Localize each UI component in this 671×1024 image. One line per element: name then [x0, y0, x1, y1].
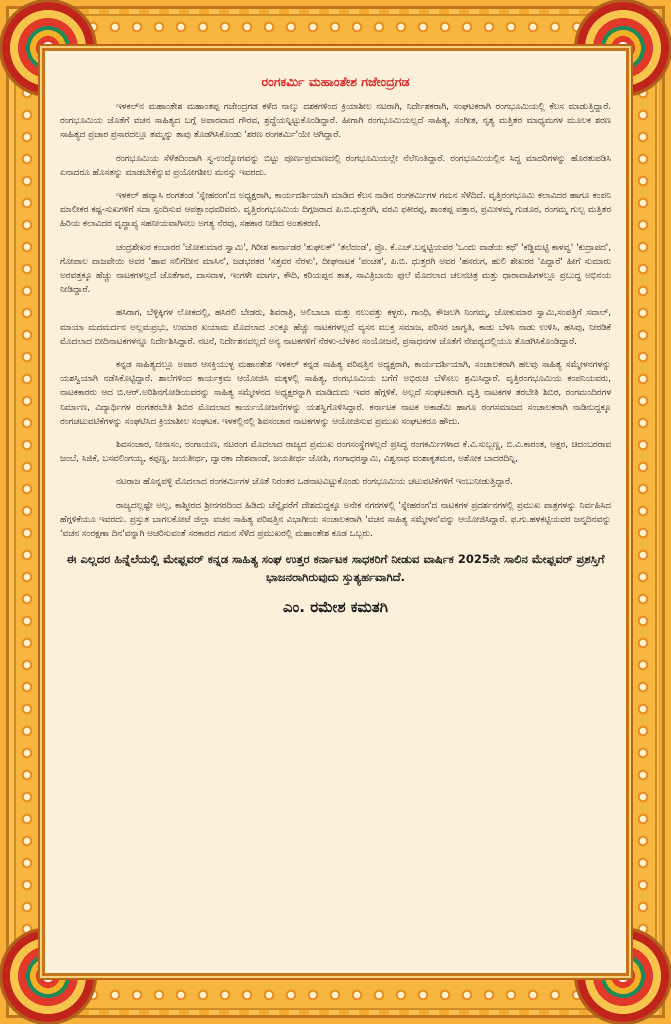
document-title: ರಂಗಕರ್ಮಿ ಮಹಾಂತೇಶ ಗಜೇಂದ್ರಗಡ: [261, 74, 410, 89]
author-signature: ಎಂ. ರಮೇಶ ಕಮತಗಿ: [283, 598, 388, 617]
award-statement: ಈ ಎಲ್ಲದರ ಹಿನ್ನೆಲೆಯಲ್ಲಿ ಮೇಫ್ಲವರ್ ಕನ್ನಡ ಸಾಹಿತ್ಯ ಸಂಘ ಉತ್ತರ ಕರ್ನಾಟಕ ಸಾಧಕರಿಗೆ ನೀಡುವ ವಾರ್ಷಿಕ 2025ನೇ ಸಾಲಿನ ಮೇಫ್ಲವರ್ ಪ್ರಶಸ್ತಿಗೆ ಭಾಜನರಾಗಿರುವುದು ಸ್ತುತ್ಯರ್ಹವಾಗಿದೆ.: [66, 552, 605, 585]
paragraph-7: ಶಿವಸಂಚಾರ, ನೀನಾಸಂ, ರಂಗಾಯಣ, ನಟರಂಗ ಮೊದಲಾದ ರಾಜ್ಯದ ಪ್ರಮುಖ ರಂಗಸಂಸ್ಥೆಗಳಲ್ಲದೆ ಪ್ರಸಿದ್ಧ ರಂಗಕರ್ಮಿಗಳಾದ ಕೆ.ವಿ.ಸುಬ್ಬಣ್ಣ, ಬಿ.ವಿ.ಕಾರಂತ, ಅಕ್ಷರ, ಚಿದಂಬರರಾವ ಜಂಬೆ, ಸಿಜಿಕೆ, ಬಸವಲಿಂಗಯ್ಯ, ಕಪ್ಪಣ್ಣ, ಜಯತೀರ್ಥ, ದ್ವಾರಕಾ ದೇಶಪಾಂಡೆ, ಜಯತೀರ್ಥ ಜೋಶಿ, ಗಂಗಾಧರಸ್ವಾಮಿ, ವಿಶ್ವನಾಥ ವಂಶಾಕೃತಮಠ, ಅಶೋಕ ಬಾದರದಿನ್ನಿ,: [60, 440, 611, 465]
paragraph-4: ಚಂದ್ರಶೇಖರ ಕಂಬಾರರ 'ಜೋಕುಮಾರ ಸ್ವಾಮಿ', ಗಿರೀಶ ಕಾರ್ನಾಡರ 'ತುಘಲಕ್' 'ತಲೆದಂಡ', ಪ್ರೊ. ಕೆ.ಎಚ್.ಬನ್ನಟ್ಟಿಯವರ 'ಒಂದು ವಾಡೆಯ ಕಥೆ' 'ಕಡ್ಡಿಮಟ್ಟಿ ಕಾಳವ್ವ' 'ಕುದ್ರಾಪದ', ಗೋಪಾಲ ವಾಜಪೇಯಿ ಅವರ 'ಹಾವ ಸಲಿಗೆದೀನ ಮಾಸಿನ', ಜಡಭರತರ 'ಸತ್ತವರ ನೆರಳು', ದೀಘನಾಟಕ 'ಪಂಚತ', ಪಿ.ಬಿ. ಧುತ್ತರಗಿ ಅವರ 'ಹಸರುಗ, ಹುಲಿ ಶೇಖರರ 'ಪಿದ್ದಾರೆ' ಹೀಗೆ ಸುಮಾರು ಅರವತ್ತಕ್ಕೂ ಹೆಚ್ಚು ನಾಟಕಗಳಲ್ಲದೆ ಜೊತೆಗಾರ, ದಾಸವಾಳ, ಇಂಗಳೇ ಮಾರ್ಗ, ಕೌದಿ, ಕರಿಯಪ್ಪನ ತಾತ, ಸಾವಿತ್ರಿಬಾಯಿ ಫುಲೆ ಮೊದಲಾದ ಚಲನಚಿತ್ರ ಮತ್ತು ಧಾರಾವಾಹಿಗಳಲ್ಲೂ ಪ್ರಬುದ್ಧ ಅಭಿನಯ ನೀಡಿದ್ದಾರೆ.: [60, 242, 611, 296]
paragraph-1: ಇಳಕಲ್‌ನ ಮಹಾಂತೇಶ ಮಹಾಂತಪ್ಪ ಗಜೇಂದ್ರಗಡ ಕಳೆದ ನಾಲ್ಕು ದಶಕಗಳಿಂದ ಕ್ರಿಯಾಶೀಲ ನಟರಾಗಿ, ನಿರ್ದೇಶಕರಾಗಿ, ಸಂಘಟಕರಾಗಿ ರಂಗಭೂಮಿಯಲ್ಲಿ ಕೆಲಸ ಮಾಡುತ್ತಿದ್ದಾರೆ. ರಂಗಭೂಮಿಯ ಜೊತೆಗೆ ವಚನ ಸಾಹಿತ್ಯದ ಬಗ್ಗೆ ಅಪಾರವಾದ ಗೌರವ, ಶ್ರದ್ಧೆಯನ್ನಿಟ್ಟುಕೊಂಡಿದ್ದಾರೆ. ಹೀಗಾಗಿ ರಂಗಭೂಮಿಯಲ್ಲದೆ ಸಾಹಿತ್ಯ, ಸಂಗೀತ, ನೃತ್ಯ ಮತ್ತಿತರ ಮಾಧ್ಯಮಗಳ ಮೂಲಕ ಶರಣ ಸಾಹಿತ್ಯದ ಪ್ರಚಾರ ಪ್ರಸಾರದಲ್ಲೂ ತಮ್ಮನ್ನು ತಾವು ತೊಡಗಿಸಿಕೊಂಡು 'ಶರಣ ರಂಗಕರ್ಮಿ'ಯೇ ಆಗಿದ್ದಾರೆ.: [60, 102, 611, 141]
paragraph-9: ರಾಜ್ಯದಲ್ಲಷ್ಟೇ ಅಲ್ಲ, ಕಾಶ್ಮೀರದ ಶ್ರೀನಗರದಿಂದ ಹಿಡಿದು ಚೆನ್ನೈವರೆಗೆ ದೇಶದುದ್ದಕ್ಕೂ ಅನೇಕ ನಗರಗಳಲ್ಲಿ 'ಸ್ನೇಹರಂಗ'ದ ನಾಟಕಗಳ ಪ್ರದರ್ಶನಗಳಲ್ಲಿ ಪ್ರಮುಖ ಪಾತ್ರಗಳನ್ನು ನಿರ್ವಹಿಸಿದ ಹೆಗ್ಗಳಿಕೆಯೂ ಇವರದು. ಪ್ರಸ್ತುತ ಬಾಗಲಕೋಟೆ ಜಿಲ್ಲಾ ವಚನ ಸಾಹಿತ್ಯ ಪರಿಷತ್ತಿನ ವಿಭಾಗೀಯ ಸಂಚಾಲಕರಾಗಿ 'ವಚನ ಸಾಹಿತ್ಯ ಸಮ್ಮೇಳನ'ವನ್ನು ಆಯೋಜಿಸಿದ್ದಾರೆ. ಫ.ಗು.ಹಳಕಟ್ಟಿಯವರ ಜನ್ಮದಿನವನ್ನು 'ವಚನ ಸಂರಕ್ಷಣಾ ದಿನ'ವನ್ನಾಗಿ ಆಚರಿಸುವಂತೆ ಸರಕಾರದ ಗಮನ ಸೆಳೆದ ಪ್ರಮುಖರಲ್ಲಿ ಮಹಾಂತೇಶ ಕೂಡ ಒಬ್ಬರು.: [60, 500, 611, 540]
paragraph-2: ರಂಗಭೂಮಿಯ ಸೆಳೆತದಿಂದಾಗಿ ಸ್ವ-ಉದ್ಯೋಗವನ್ನು ಬಿಟ್ಟು ಪೂರ್ಣಪ್ರಮಾಣದಲ್ಲಿ ರಂಗಭೂಮಿಯಲ್ಲೇ ನೆಲೆನಿಂತಿದ್ದಾರೆ. ರಂಗಭೂಮಿಯಲ್ಲಿನ ಸಿದ್ಧ ಮಾದರಿಗಳನ್ನು ಹೊರತುಪಡಿಸಿ ಏನಾದರೂ ಹೊಸತನ್ನು ಮಾಡಬೇಕೆನ್ನುವ ಪ್ರಯೋಗಶೀಲ ಮನಸ್ಸು ಇವರದು.: [60, 153, 611, 178]
paragraph-3: ಇಳಕಲ್ ಹವ್ಯಾಸಿ ರಂಗತಂಡ 'ಸ್ನೇಹರಂಗ'ದ ಅಧ್ಯಕ್ಷರಾಗಿ, ಕಾರ್ಯದರ್ಶಿಯಾಗಿ ಮಾಡಿದ ಕೆಲಸ ನಾಡಿನ ರಂಗಕರ್ಮಿಗಳ ಗಮನ ಸೆಳೆದಿದೆ. ವೃತ್ತಿರಂಗಭೂಮಿ ಕಲಾವಿದರ ಹಾಗೂ ಕಂಪನಿ ಮಾಲೀಕರ ಕಷ್ಟ-ಸುಖಗಳಿಗೆ ಸದಾ ಸ್ಪಂದಿಸುವ ಆಪತ್ಬಾಂಧವರಿವರು. ವೃತ್ತಿರಂಗಭೂಮಿಯ ದಿಗ್ಗಜರಾದ ಪಿ.ಬಿ.ಧುತ್ತರಗಿ, ವರವಿ ಫಕೀರಪ್ಪ, ಶಾಂತಪ್ಪ ಪತ್ತಾರ, ಪ್ರಮೀಳಮ್ಮ ಗುಡೂರ, ರಂಗಮ್ಮ ಗುಲ್ಬ ಮತ್ತಿತರ ಹಿರಿಯ ಕಲಾವಿದರ ವೃದ್ಧಾಪ್ಯ ಸಹನೀಯವಾಗಿಸಲು ಅಗತ್ಯ ನೆರವು, ಸಹಕಾರ ನೀಡಿದ ಅಂತಃಕರಣಿ.: [60, 191, 611, 230]
document-content: [60, 74, 611, 964]
paragraph-6: ಕನ್ನಡ ಸಾಹಿತ್ಯದಲ್ಲೂ ಅಪಾರ ಆಸಕ್ತಿಯುಳ್ಳ ಮಹಾಂತೇಶ ಇಳಕಲ್ ಕನ್ನಡ ಸಾಹಿತ್ಯ ಪರಿಷತ್ತಿನ ಅಧ್ಯಕ್ಷರಾಗಿ, ಕಾರ್ಯದರ್ಶಿಯಾಗಿ, ಸಂಚಾಲಕರಾಗಿ ಹಲವು ಸಾಹಿತ್ಯ ಸಮ್ಮೇಳನಗಳನ್ನು ಯಶಸ್ವಿಯಾಗಿ ನಡೆಸಿಕೊಟ್ಟಿದ್ದಾರೆ. ಶಾಲೆಗಳಿಂದ ಕಾರ್ಯಕ್ರಮ ಆಯೋಜಿಸಿ ಮಕ್ಕಳಲ್ಲಿ ಸಾಹಿತ್ಯ, ರಂಗಭೂಮಿಯ ಬಗೆಗೆ ಅಭಿರುಚಿ ಬೆಳೆಸಲು ಶ್ರಮಿಸಿದ್ದಾರೆ. ವೃತ್ತಿರಂಗಭೂಮಿಯ ಕಂಪನಿಯವರು, ನಾಟಕಕಾರರು ಆದ ಬಿ.ಆರ್.ಅರಿಶಿನಗೋಡಿಯವರನ್ನು ಸಾಹಿತ್ಯ ಸಮ್ಮೇಳನದ ಅಧ್ಯಕ್ಷರನ್ನಾಗಿ ಮಾಡಿದುದು ಇವರ ಹೆಗ್ಗಳಿಕೆ. ಅಲ್ಲದೆ ಸಂಘಟಕರಾಗಿ ವೃತ್ತಿ ನಾಟಕಗಳ ತರಬೇತಿ ಶಿಬಿರ, ರಂಗಮಂದಿರಗಳ ನಿರ್ಮಾಣ, ವಿದ್ಯಾರ್ಥಿಗಳ ರಂಗತರಬೇತಿ ಶಿಬಿರ ಮೊದಲಾದ ಕಾರ್ಯಯೋಜನೆಗಳನ್ನು ಯಶಸ್ವಿಗೊಳಿಸಿದ್ದಾರೆ. ಕರ್ನಾಟಕ ನಾಟಕ ಅಕಾಡೆಮಿ ಹಾಗೂ ರಂಗಸಮಾಜದ ಸಂಚಾಲಕರಾಗಿ ನಾಡಿನುದ್ದಕ್ಕೂ ರಂಗಚಟುವಟಿಕೆಗಳನ್ನು ಸಂಘಟಿಸಿದ ಕ್ರಿಯಾಶೀಲ ಸಂಘಟಕ. ಇಳಕಲ್ಲಿನಲ್ಲಿ ಶಿವಸಂಚಾರ ನಾಟಕಗಳನ್ನು ಆಯೋಜಿಸುವ ಪ್ರಮುಖ ಸಂಘಟಕರೂ ಹೌದು.: [60, 360, 611, 427]
paragraph-5: ಹಸಿರಾಗ, ಬೆಳ್ಳಿಕ್ಕಿಗಳ ಲೋಕದಲ್ಲಿ, ಹಸಿರಲಿ ಬೇಡರು, ಶಿವರಾತ್ರಿ, ಅಲಿಬಾಬಾ ಮತ್ತು ನಲುವತ್ತು ಕಳ್ಳರು, ಗಾಂಧಿ, ಕೌಜಲಗಿ ನಿಂಗಮ್ಮ, ಜೋಕುಮಾರ ಸ್ವಾಮಿ,ಸಂಪತ್ತಿಗೆ ಸವಾಲ್, ಮಾಯಾ ಮದಮರ್ದನ ಅಲ್ಲಮಪ್ರಭು, ಉಮಾರ ಖಯಾಮ ಮೊದಲಾದ ೨೦ಕ್ಕೂ ಹೆಚ್ಚು ನಾಟಕಗಳಲ್ಲದೆ ವ್ಯಸನ ಮುಕ್ತ ಸಮಾಜ, ಪರಿಸರ ಜಾಗೃತಿ, ಕಾಡು ಬೆಳಸಿ ನಾಡು ಉಳಿಸಿ, ಹಸಿವು, ನೀರಡಿಕೆ ಮೊದಲಾದ ಬೀದಿನಾಟಕಗಳನ್ನೂ ನಿರ್ದೇಶಿಸಿದ್ದಾರೆ. ನಟನೆ, ನಿರ್ದೇಶನವಲ್ಲದೆ ಅನ್ಯ ನಾಟಕಗಳಿಗೆ ನೆರಳು-ಬೆಳಕಿನ ಸಂಯೋಜನೆ, ಪ್ರಸಾಧನಗಳ ಜೊತೆಗೆ ನೇಪಥ್ಯದಲ್ಲಿಯೂ ತೊಡಗಿಸಿಕೊಂಡಿದ್ದಾರೆ.: [60, 308, 611, 347]
paragraph-8: ನಟರಾಜ ಹೊನ್ನವಳ್ಳಿ ಮೊದಲಾದ ರಂಗಕರ್ಮಿಗಳ ಜೊತೆ ನಿರಂತರ ಒಡನಾಟವಿಟ್ಟುಕೊಂಡು ರಂಗಭೂಮಿಯ ಚಟುವಟಿಕೆಗಳಿಗೆ ಇಂಬುನೀಡುತ್ತಿದ್ದಾರೆ.: [116, 477, 513, 488]
